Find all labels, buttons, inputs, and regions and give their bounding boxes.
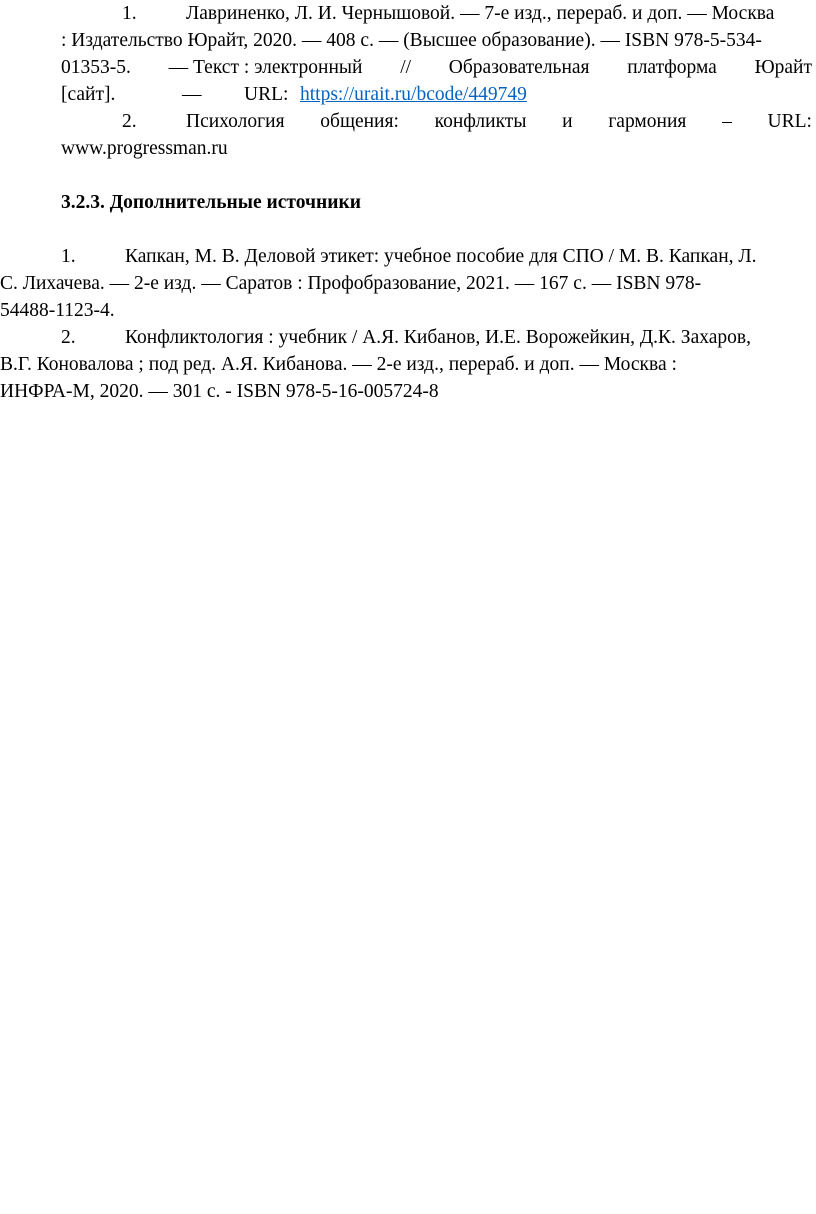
reference-word: Юрайт: [754, 57, 812, 78]
reference-word: платформа: [627, 57, 717, 78]
reference-word: Образовательная: [448, 57, 590, 78]
reference-number: 1.: [61, 246, 76, 267]
reference-word: — Текст : электронный: [168, 57, 363, 78]
reference-main-1-line-2: [61, 27, 812, 54]
reference-additional-2-line-2: [0, 351, 751, 378]
reference-number: 1.: [122, 3, 137, 24]
reference-word: конфликты: [434, 111, 527, 132]
reference-text: ИНФРА-М, 2020. — 301 с. - ISBN 978-5-16-005724-8: [0, 381, 439, 402]
reference-additional-1-line-2: [0, 270, 751, 297]
reference-text: Конфликтология : учебник / А.Я. Кибанов, И.Е. Ворожейкин, Д.К. Захаров,: [125, 327, 751, 348]
reference-justified-text: [186, 108, 812, 135]
reference-additional-2-line-3: [0, 378, 751, 405]
reference-word: 01353-5.: [61, 57, 131, 78]
reference-word: URL:: [767, 111, 812, 132]
url-label: URL:: [244, 84, 289, 105]
reference-word: и: [562, 111, 573, 132]
reference-main-1-line-3: [61, 54, 812, 81]
reference-text: www.progressman.ru: [61, 138, 228, 159]
reference-text: : Издательство Юрайт, 2020. — 408 с. — (Высшее образование). — ISBN 978-5-534-: [61, 30, 762, 51]
reference-main-2-line-2: [61, 135, 812, 162]
reference-dash: —: [182, 84, 202, 105]
reference-url-link[interactable]: https://urait.ru/bcode/449749: [300, 84, 527, 105]
reference-word: Психология: [186, 111, 285, 132]
reference-number: 2.: [61, 327, 76, 348]
reference-word: общения:: [320, 111, 399, 132]
reference-word: гармония: [608, 111, 687, 132]
reference-word: //: [400, 57, 412, 78]
reference-number: 2.: [122, 111, 137, 132]
reference-text: В.Г. Коновалова ; под ред. А.Я. Кибанова. — 2-е изд., перераб. и доп. — Москва :: [0, 354, 677, 375]
reference-text: Капкан, М. В. Деловой этикет: учебное пособие для СПО / М. В. Капкан, Л.: [125, 246, 757, 267]
reference-word: –: [722, 111, 732, 132]
reference-text: [сайт].: [61, 84, 116, 105]
reference-text: 54488-1123-4.: [0, 300, 115, 321]
section-heading: 3.2.3. Дополнительные источники: [61, 192, 361, 213]
reference-additional-1-line-3: [0, 297, 751, 324]
reference-text: С. Лихачева. — 2-е изд. — Саратов : Профобразование, 2021. — 167 с. — ISBN 978-: [0, 273, 702, 294]
reference-text: Лавриненко, Л. И. Чернышовой. — 7-е изд., перераб. и доп. — Москва: [186, 3, 775, 24]
